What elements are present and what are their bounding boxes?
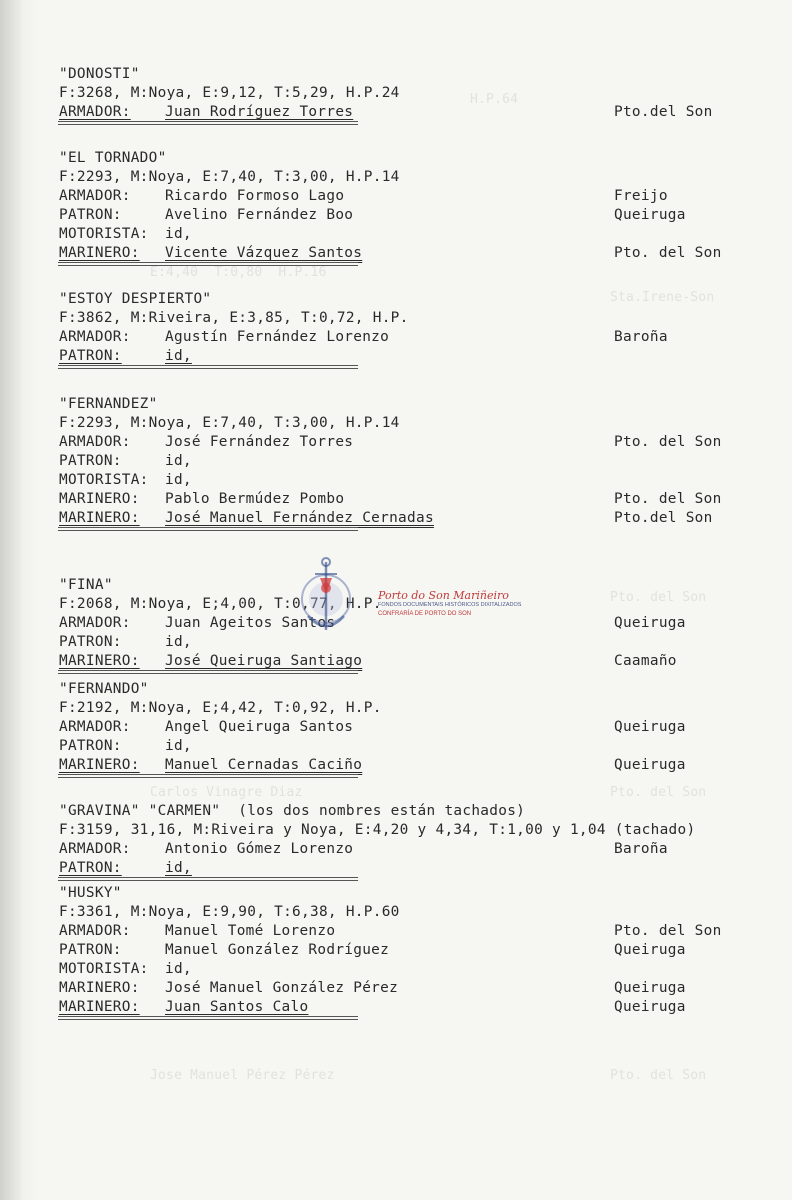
field-value: Juan Santos Calo — [165, 999, 309, 1015]
field-label: PATRON: — [59, 634, 122, 650]
location: Baroña — [614, 841, 668, 857]
double-underline-rule — [58, 774, 358, 778]
field-label: MOTORISTA: — [59, 226, 149, 242]
field-label: MARINERO: — [59, 980, 140, 996]
field-label: ARMADOR: — [59, 188, 131, 204]
field-label: PATRON: — [59, 348, 122, 364]
vessel-name: "FINA" — [59, 577, 113, 593]
field-value: Avelino Fernández Boo — [165, 207, 354, 223]
field-value: José Manuel Fernández Cernadas — [165, 510, 434, 526]
field-value: Manuel González Rodríguez — [165, 942, 390, 958]
field-value: Juan Ageitos Santos — [165, 615, 336, 631]
location: Queiruga — [614, 999, 686, 1015]
field-label: MARINERO: — [59, 999, 140, 1015]
field-value: Antonio Gómez Lorenzo — [165, 841, 354, 857]
anchor-logo-icon — [298, 552, 378, 642]
field-value: Pablo Bermúdez Pombo — [165, 491, 345, 507]
field-label: MARINERO: — [59, 245, 140, 261]
double-underline-rule — [58, 670, 358, 674]
field-value: Ricardo Formoso Lago — [165, 188, 345, 204]
bleed-through: Pto. del Son — [610, 1068, 707, 1083]
bleed-through: Pto. del Son — [610, 785, 707, 800]
field-label: ARMADOR: — [59, 841, 131, 857]
bleed-through: Jose Manuel Pérez Pérez — [150, 1068, 335, 1083]
double-underline-rule — [58, 527, 358, 531]
bleed-through: H.P.64 — [470, 92, 519, 107]
page-edge — [0, 0, 22, 1200]
location: Queiruga — [614, 942, 686, 958]
field-value: Agustín Fernández Lorenzo — [165, 329, 390, 345]
vessel-specs: F:2293, M:Noya, E:7,40, T:3,00, H.P.14 — [59, 415, 400, 431]
vessel-specs: F:3862, M:Riveira, E:3,85, T:0,72, H.P. — [59, 310, 409, 326]
location: Pto. del Son — [614, 923, 722, 939]
vessel-specs: F:3159, 31,16, M:Riveira y Noya, E:4,20 y 4,34, T:1,00 y 1,04 (tachado) — [59, 822, 696, 838]
location: Pto.del Son — [614, 104, 713, 120]
location: Freijo — [614, 188, 668, 204]
field-value: Angel Queiruga Santos — [165, 719, 354, 735]
vessel-name: "DONOSTI" — [59, 66, 140, 82]
location: Pto.del Son — [614, 510, 713, 526]
field-value: José Queiruga Santiago — [165, 653, 363, 669]
watermark-organization: CONFRARÍA DE PORTO DO SON — [378, 611, 472, 617]
vessel-specs: F:2068, M:Noya, E;4,00, T:0,77, H.P. — [59, 596, 382, 612]
vessel-specs: F:3361, M:Noya, E:9,90, T:6,38, H.P.60 — [59, 904, 400, 920]
bleed-through: Carlos Vinagre Diaz — [150, 785, 303, 800]
location: Queiruga — [614, 757, 686, 773]
field-label: PATRON: — [59, 942, 122, 958]
field-label: PATRON: — [59, 453, 122, 469]
vessel-name: "EL TORNADO" — [59, 150, 167, 166]
location: Baroña — [614, 329, 668, 345]
field-label: ARMADOR: — [59, 329, 131, 345]
field-label: MARINERO: — [59, 510, 140, 526]
field-value: id, — [165, 472, 192, 488]
location: Queiruga — [614, 207, 686, 223]
bleed-through: E:4,40 T:0,80 H.P.16 — [150, 265, 327, 280]
watermark-subtitle: FONDOS DOCUMENTAIS HISTÓRICOS DIXITALIZADOS — [378, 602, 522, 608]
field-label: PATRON: — [59, 738, 122, 754]
field-value: id, — [165, 738, 192, 754]
field-value: Vicente Vázquez Santos — [165, 245, 363, 261]
field-label: ARMADOR: — [59, 923, 131, 939]
field-label: MOTORISTA: — [59, 961, 149, 977]
double-underline-rule — [58, 1016, 358, 1020]
vessel-name: "ESTOY DESPIERTO" — [59, 291, 212, 307]
field-value: id, — [165, 348, 192, 364]
field-value: id, — [165, 634, 192, 650]
field-label: ARMADOR: — [59, 719, 131, 735]
location: Queiruga — [614, 719, 686, 735]
field-label: MOTORISTA: — [59, 472, 149, 488]
field-value: Manuel Tomé Lorenzo — [165, 923, 336, 939]
double-underline-rule — [58, 262, 358, 266]
field-label: ARMADOR: — [59, 615, 131, 631]
location: Pto. del Son — [614, 491, 722, 507]
field-value: Juan Rodríguez Torres — [165, 104, 354, 120]
field-value: id, — [165, 453, 192, 469]
watermark-title: Porto do Son Mariñeiro — [378, 589, 509, 602]
location: Pto. del Son — [614, 245, 722, 261]
vessel-specs: F:2293, M:Noya, E:7,40, T:3,00, H.P.14 — [59, 169, 400, 185]
location: Queiruga — [614, 615, 686, 631]
field-label: PATRON: — [59, 860, 122, 876]
field-label: ARMADOR: — [59, 104, 131, 120]
double-underline-rule — [58, 121, 358, 125]
field-label: ARMADOR: — [59, 434, 131, 450]
vessel-name: "HUSKY" — [59, 885, 122, 901]
vessel-specs: F:2192, M:Noya, E;4,42, T:0,92, H.P. — [59, 700, 382, 716]
field-label: MARINERO: — [59, 757, 140, 773]
double-underline-rule — [58, 365, 358, 369]
field-value: id, — [165, 961, 192, 977]
vessel-name: "GRAVINA" "CARMEN" (los dos nombres están tachados) — [59, 803, 526, 819]
field-label: MARINERO: — [59, 653, 140, 669]
vessel-name: "FERNANDEZ" — [59, 396, 158, 412]
vessel-specs: F:3268, M:Noya, E:9,12, T:5,29, H.P.24 — [59, 85, 400, 101]
field-value: id, — [165, 226, 192, 242]
field-label: PATRON: — [59, 207, 122, 223]
field-value: Manuel Cernadas Caciño — [165, 757, 363, 773]
location: Pto. del Son — [614, 434, 722, 450]
field-value: José Manuel González Pérez — [165, 980, 399, 996]
location: Queiruga — [614, 980, 686, 996]
double-underline-rule — [58, 877, 358, 881]
location: Caamaño — [614, 653, 677, 669]
field-value: José Fernández Torres — [165, 434, 354, 450]
field-value: id, — [165, 860, 192, 876]
field-label: MARINERO: — [59, 491, 140, 507]
vessel-name: "FERNANDO" — [59, 681, 149, 697]
bleed-through: Pto. del Son — [610, 590, 707, 605]
bleed-through: Sta.Irene-Son — [610, 290, 715, 305]
